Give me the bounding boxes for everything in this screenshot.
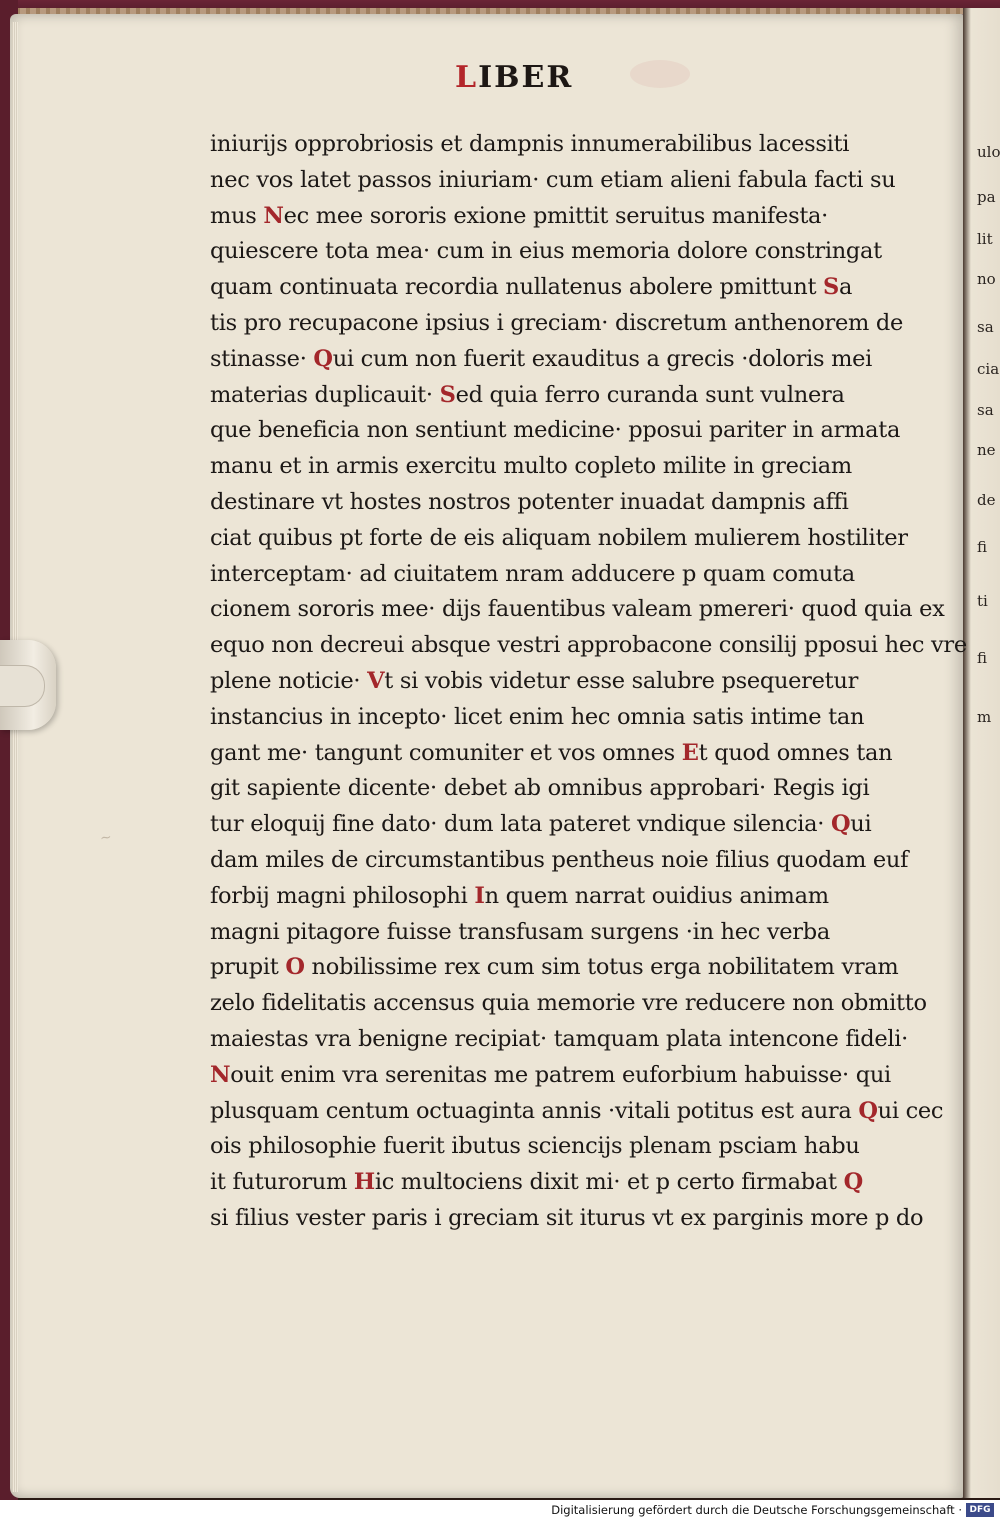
text-line	[210, 628, 967, 664]
page-stack-edges	[12, 22, 18, 1492]
text-line	[210, 163, 896, 199]
text-block	[210, 127, 967, 1237]
text-segment: ciat quibus pt forte de eis aliquam nobilem mulierem hostiliter	[210, 524, 908, 551]
text-segment: tis pro recupacone ipsius i greciam· discretum anthenorem de	[210, 309, 903, 336]
header-rest: IBER	[478, 60, 574, 95]
next-page-edge	[963, 8, 1000, 1498]
text-line	[210, 1129, 890, 1165]
next-page-fragment: ulo	[977, 143, 1000, 161]
text-segment: ui	[850, 811, 872, 838]
text-segment: ouit enim vra serenitas me patrem euforbium habuisse· qui	[230, 1061, 891, 1088]
rubricated-initial: O	[285, 954, 305, 981]
text-segment: iniurijs opprobriosis et dampnis innumerabilibus lacessiti	[210, 131, 850, 157]
text-segment: interceptam· ad ciuitatem nram adducere p quam comuta	[210, 560, 855, 587]
text-line	[210, 700, 890, 736]
text-segment: a	[839, 274, 853, 301]
text-segment: ic multociens dixit mi· et p certo firmabat	[374, 1169, 844, 1196]
text-line	[210, 1058, 890, 1094]
rubricated-initial: Q	[313, 345, 333, 372]
text-segment: ui cum non fuerit exauditus a grecis ·doloris mei	[332, 345, 873, 372]
next-page-fragment: de	[977, 491, 996, 509]
text-line	[210, 521, 908, 557]
text-line	[210, 234, 890, 270]
text-line	[210, 306, 903, 342]
faint-margin-note: ~	[98, 829, 113, 847]
next-page-fragment: fi	[977, 538, 988, 556]
rubricated-initial: Q	[843, 1169, 863, 1196]
text-line	[210, 127, 890, 163]
rubricated-initial: I	[474, 882, 485, 909]
text-line	[210, 1165, 890, 1201]
text-segment: cionem sororis mee· dijs fauentibus valeam pmereri· quod quia ex	[210, 596, 945, 623]
text-line	[210, 1201, 924, 1237]
text-segment: t quod omnes tan	[698, 739, 893, 766]
text-segment: nec vos latet passos iniuriam· cum etiam alieni fabula facti su	[210, 166, 896, 193]
text-segment: manu et in armis exercitu multo copleto milite in greciam	[210, 453, 852, 480]
text-line	[210, 807, 890, 843]
footer-credit: Digitalisierung gefördert durch die Deutsche Forschungsgemeinschaft ·	[551, 1503, 962, 1517]
text-segment: stinasse·	[210, 345, 314, 372]
text-segment: n quem narrat ouidius animam	[484, 882, 829, 909]
text-line	[210, 986, 927, 1022]
text-segment: equo non decreui absque vestri approbacone consilij pposui hec vre	[210, 632, 967, 659]
text-segment: git sapiente dicente· debet ab omnibus approbari· Regis igi	[210, 775, 870, 802]
next-page-fragment: lit	[977, 230, 993, 248]
text-segment: que beneficia non sentiunt medicine· pposui pariter in armata	[210, 417, 901, 444]
rubricated-initial: S	[439, 381, 456, 408]
text-line	[210, 557, 890, 593]
text-segment: ed quia ferro curanda sunt vulnera	[455, 381, 845, 408]
ink-smudge	[630, 60, 690, 88]
text-segment: nobilissime rex cum sim totus erga nobilitatem vram	[304, 954, 899, 981]
text-segment: quiescere tota mea· cum in eius memoria dolore constringat	[210, 238, 882, 265]
text-segment: plusquam centum octuaginta annis ·vitali potitus est aura	[210, 1097, 859, 1124]
text-segment: si filius vester paris i greciam sit iturus vt ex parginis more p do	[210, 1204, 924, 1231]
rubricated-initial: Q	[830, 811, 851, 838]
rubricated-initial: S	[823, 274, 839, 301]
rubricated-initial: V	[367, 667, 385, 694]
rubricated-initial: H	[353, 1169, 375, 1196]
text-line	[210, 342, 890, 378]
next-page-fragment: sa	[977, 401, 994, 419]
text-segment: ui cec	[877, 1097, 944, 1124]
next-page-fragment: ti	[977, 592, 988, 610]
text-segment: magni pitagore fuisse transfusam surgens ·in hec verba	[210, 918, 830, 945]
text-line	[210, 879, 890, 915]
rubricated-initial: Q	[858, 1097, 878, 1124]
rubricated-initial: N	[210, 1061, 231, 1088]
text-segment: prupit	[210, 954, 286, 981]
running-header	[455, 60, 573, 95]
text-line	[210, 950, 899, 986]
text-line	[210, 1094, 944, 1130]
text-segment: it futurorum	[210, 1169, 354, 1196]
header-initial: L	[455, 60, 479, 95]
text-line	[210, 843, 909, 879]
text-segment: destinare vt hostes nostros potenter inuadat dampnis affi	[210, 488, 849, 515]
clasp-slot	[0, 665, 45, 707]
next-page-fragment: fi	[977, 649, 988, 667]
text-segment: plene noticie·	[210, 667, 368, 694]
rubricated-initial: N	[263, 202, 284, 229]
text-segment: dam miles de circumstantibus pentheus noie filius quodam euf	[210, 846, 909, 873]
text-segment: maiestas vra benigne recipiat· tamquam plata intencone fideli·	[210, 1025, 909, 1052]
next-page-fragment: ne	[977, 441, 996, 459]
text-line	[210, 199, 890, 235]
next-page-fragment: sa	[977, 318, 994, 336]
text-line	[210, 592, 945, 628]
text-line	[210, 378, 890, 414]
text-segment: materias duplicauit·	[210, 381, 440, 408]
text-segment: instancius in incepto· licet enim hec omnia satis intime tan	[210, 703, 865, 730]
text-segment: quam continuata recordia nullatenus abolere pmittunt	[210, 274, 824, 301]
text-segment: ois philosophie fuerit ibutus sciencijs plenam psciam habu	[210, 1133, 860, 1160]
text-line	[210, 664, 890, 700]
next-page-fragment: cia	[977, 360, 1000, 378]
text-line	[210, 270, 890, 306]
text-line	[210, 413, 901, 449]
text-segment: ec mee sororis exione pmittit seruitus manifesta·	[283, 202, 829, 229]
next-page-fragment: pa	[977, 188, 996, 206]
next-page-fragment: m	[977, 708, 992, 726]
text-segment: tur eloquij fine dato· dum lata pateret vndique silencia·	[210, 811, 831, 838]
next-page-fragment: no	[977, 270, 996, 288]
text-segment: forbij magni philosophi	[210, 882, 475, 909]
text-line	[210, 771, 890, 807]
text-line	[210, 736, 893, 772]
text-line	[210, 449, 890, 485]
text-segment: gant me· tangunt comuniter et vos omnes	[210, 739, 682, 766]
text-line	[210, 485, 890, 521]
text-segment: zelo fidelitatis accensus quia memorie vre reducere non obmitto	[210, 990, 927, 1017]
dfg-logo: DFG	[966, 1503, 994, 1517]
text-segment: t si vobis videtur esse salubre psequeretur	[384, 667, 859, 694]
rubricated-initial: E	[681, 739, 699, 766]
text-line	[210, 915, 890, 951]
text-segment: mus	[210, 202, 264, 229]
text-line	[210, 1022, 909, 1058]
